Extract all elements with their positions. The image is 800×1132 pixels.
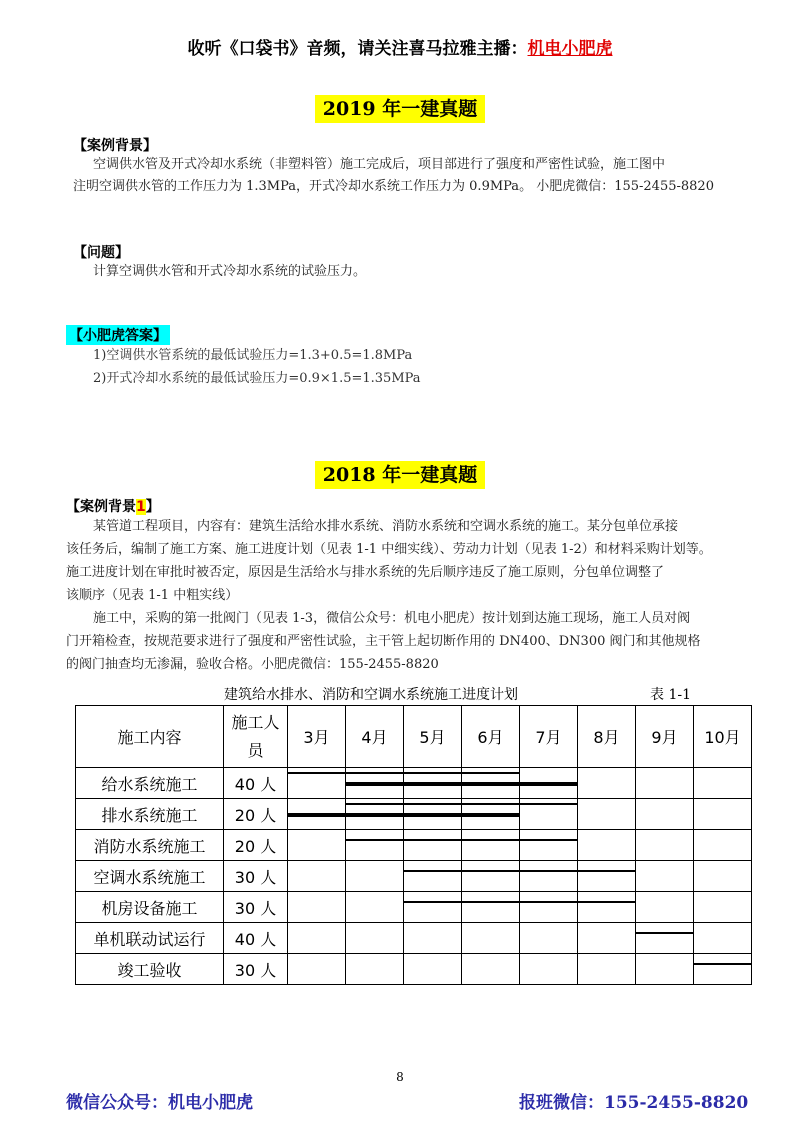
- table-row: [76, 799, 752, 830]
- month-cell: [636, 830, 694, 861]
- task-cell: 单机联动试运行: [76, 923, 224, 954]
- month-cell: [520, 954, 578, 985]
- task-cell: 消防水系统施工: [76, 830, 224, 861]
- month-header: 8月: [578, 706, 636, 768]
- month-cell: [578, 954, 636, 985]
- month-cell: [520, 768, 578, 799]
- table-row: [76, 830, 752, 861]
- month-cell: [520, 892, 578, 923]
- staff-cell: 40 人: [224, 923, 288, 954]
- month-cell: [578, 923, 636, 954]
- month-header: 5月: [404, 706, 462, 768]
- section-title-2018: 2018 年一建真题: [315, 461, 486, 489]
- month-cell: [346, 892, 404, 923]
- table-row: [76, 892, 752, 923]
- month-cell: [462, 954, 520, 985]
- month-cell: [346, 923, 404, 954]
- month-cell: [346, 768, 404, 799]
- question-label-2019: 【问题】: [73, 245, 129, 261]
- task-cell: 机房设备施工: [76, 892, 224, 923]
- case-line-1: 某管道工程项目，内容有：建筑生活给水排水系统、消防水系统和空调水系统的施工。某分包单位承接: [93, 519, 679, 534]
- month-cell: [462, 923, 520, 954]
- footer-wechat-account: 微信公众号：机电小肥虎: [66, 1093, 253, 1113]
- month-cell: [288, 923, 346, 954]
- month-header: 3月: [288, 706, 346, 768]
- staff-cell: 30 人: [224, 861, 288, 892]
- case-line-7: 的阀门抽查均无渗漏，验收合格。小肥虎微信：155-2455-8820: [66, 657, 439, 672]
- month-cell: [520, 923, 578, 954]
- month-cell: [404, 954, 462, 985]
- staff-cell: 40 人: [224, 768, 288, 799]
- schedule-table: [75, 705, 752, 985]
- staff-cell: 20 人: [224, 799, 288, 830]
- table-header-row: [76, 706, 752, 768]
- month-cell: [636, 799, 694, 830]
- month-cell: [694, 923, 752, 954]
- background-number: 1: [136, 499, 146, 515]
- month-cell: [288, 954, 346, 985]
- task-cell: 竣工验收: [76, 954, 224, 985]
- answer-2019-2: 2)开式冷却水系统的最低试验压力=0.9×1.5=1.35MPa: [93, 371, 421, 386]
- month-cell: [694, 892, 752, 923]
- month-cell: [694, 861, 752, 892]
- month-cell: [694, 768, 752, 799]
- month-cell: [288, 799, 346, 830]
- header-content: 施工内容: [76, 706, 224, 768]
- month-cell: [636, 923, 694, 954]
- background-line-2019-1: 空调供水管及开式冷却水系统（非塑料管）施工完成后，项目部进行了强度和严密性试验，施工图中: [93, 157, 666, 172]
- month-cell: [462, 830, 520, 861]
- title-2018-wrap: [0, 460, 800, 487]
- background-line-2019-2: 注明空调供水管的工作压力为 1.3MPa，开式冷却水系统工作压力为 0.9MPa。 小肥虎微信：155-2455-8820: [73, 179, 714, 194]
- header-staff: 施工人员: [224, 706, 288, 768]
- case-line-5: 施工中，采购的第一批阀门（见表 1-3，微信公众号：机电小肥虎）按计划到达施工现场，施工人员对阀: [93, 611, 691, 626]
- header-prefix: 收听《口袋书》音频，请关注喜马拉雅主播：: [187, 39, 528, 59]
- background-label-2018-end: 】: [145, 499, 160, 515]
- month-cell: [404, 923, 462, 954]
- table-row: [76, 768, 752, 799]
- month-cell: [346, 830, 404, 861]
- month-cell: [404, 830, 462, 861]
- staff-cell: 30 人: [224, 892, 288, 923]
- question-2019: 计算空调供水管和开式冷却水系统的试验压力。: [93, 264, 367, 279]
- page-header: [0, 34, 800, 59]
- month-cell: [520, 861, 578, 892]
- month-cell: [404, 861, 462, 892]
- month-cell: [462, 799, 520, 830]
- section-title-2019: 2019 年一建真题: [315, 95, 486, 123]
- case-line-3: 施工进度计划在审批时被否定，原因是生活给水与排水系统的先后顺序违反了施工原则，分包单位调整了: [66, 565, 665, 580]
- month-cell: [462, 768, 520, 799]
- month-cell: [404, 799, 462, 830]
- background-label-2019: 【案例背景】: [73, 138, 157, 154]
- month-cell: [404, 768, 462, 799]
- table-caption: 建筑给水排水、消防和空调水系统施工进度计划: [224, 687, 518, 703]
- table-row: [76, 954, 752, 985]
- month-cell: [636, 861, 694, 892]
- month-cell: [346, 861, 404, 892]
- month-cell: [520, 830, 578, 861]
- table-row: [76, 861, 752, 892]
- month-cell: [346, 799, 404, 830]
- month-cell: [288, 861, 346, 892]
- staff-cell: 30 人: [224, 954, 288, 985]
- month-header: 6月: [462, 706, 520, 768]
- answer-2019-1: 1)空调供水管系统的最低试验压力=1.3+0.5=1.8MPa: [93, 348, 413, 363]
- month-cell: [578, 830, 636, 861]
- case-line-6: 门开箱检查，按规范要求进行了强度和严密性试验，主干管上起切断作用的 DN400、DN300 阀门和其他规格: [66, 634, 701, 649]
- month-header: 4月: [346, 706, 404, 768]
- footer-contact: 报班微信：155-2455-8820: [519, 1093, 749, 1113]
- month-cell: [694, 954, 752, 985]
- answer-label-2019: 【小肥虎答案】: [66, 325, 170, 345]
- background-label-2018-text: 【案例背景: [66, 499, 136, 515]
- month-cell: [404, 892, 462, 923]
- title-2019-wrap: [0, 94, 800, 121]
- month-cell: [288, 830, 346, 861]
- month-cell: [578, 768, 636, 799]
- month-cell: [578, 799, 636, 830]
- month-cell: [578, 861, 636, 892]
- month-cell: [462, 892, 520, 923]
- page-number: 8: [396, 1070, 404, 1084]
- background-label-2018: [66, 496, 160, 516]
- month-header: 9月: [636, 706, 694, 768]
- month-cell: [578, 892, 636, 923]
- case-line-2: 该任务后，编制了施工方案、施工进度计划（见表 1-1 中细实线）、劳动力计划（见表 1-2）和材料采购计划等。: [66, 542, 712, 557]
- task-cell: 空调水系统施工: [76, 861, 224, 892]
- table-number: 表 1-1: [650, 687, 691, 703]
- table-row: [76, 923, 752, 954]
- month-cell: [636, 768, 694, 799]
- staff-cell: 20 人: [224, 830, 288, 861]
- month-header: 7月: [520, 706, 578, 768]
- month-cell: [694, 830, 752, 861]
- month-cell: [694, 799, 752, 830]
- task-cell: 给水系统施工: [76, 768, 224, 799]
- month-cell: [288, 892, 346, 923]
- month-cell: [288, 768, 346, 799]
- month-header: 10月: [694, 706, 752, 768]
- host-name-link[interactable]: 机电小肥虎: [527, 39, 613, 59]
- month-cell: [636, 954, 694, 985]
- task-cell: 排水系统施工: [76, 799, 224, 830]
- month-cell: [346, 954, 404, 985]
- case-line-4: 该顺序（见表 1-1 中粗实线）: [66, 588, 239, 603]
- month-cell: [462, 861, 520, 892]
- month-cell: [520, 799, 578, 830]
- month-cell: [636, 892, 694, 923]
